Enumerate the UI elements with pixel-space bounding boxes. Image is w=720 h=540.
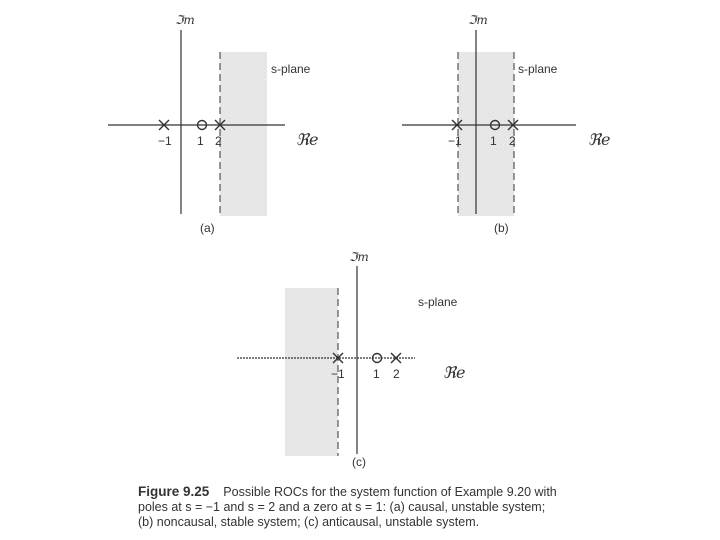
roc-region-b [458, 52, 514, 216]
s-plane-label: s-plane [418, 295, 458, 309]
panel-sublabel: (c) [352, 455, 366, 469]
s-plane-label: s-plane [271, 62, 311, 76]
tick-label-2: 2 [215, 134, 222, 148]
panel-b [402, 13, 611, 235]
panel-c [237, 250, 466, 469]
real-axis-label: ℜe [296, 130, 319, 149]
imag-axis-label: ℑm [175, 13, 195, 27]
caption-text-1: Possible ROCs for the system function of Example 9.20 with [223, 485, 557, 499]
tick-label-neg1: −1 [158, 134, 172, 148]
real-axis-label: ℜe [588, 130, 611, 149]
caption-line-2: poles at s = −1 and s = 2 and a zero at s = 1: (a) causal, unstable system; [138, 500, 546, 514]
tick-label-1: 1 [197, 134, 204, 148]
tick-label-1: 1 [373, 367, 380, 381]
real-axis-label: ℜe [443, 363, 466, 382]
figure-caption [138, 484, 618, 530]
tick-label-1: 1 [490, 134, 497, 148]
s-plane-label: s-plane [518, 62, 558, 76]
figure-number: Figure 9.25 [138, 484, 210, 499]
imag-axis-label: ℑm [349, 250, 369, 264]
caption-line-1 [138, 484, 618, 500]
caption-line-3: (b) noncausal, stable system; (c) anticausal, unstable system. [138, 515, 480, 529]
tick-label-2: 2 [509, 134, 516, 148]
tick-label-neg1: −1 [331, 367, 345, 381]
tick-label-neg1: −1 [448, 134, 462, 148]
panel-a [108, 13, 319, 235]
panel-sublabel: (b) [494, 221, 509, 235]
imag-axis-label: ℑm [468, 13, 488, 27]
tick-label-2: 2 [393, 367, 400, 381]
roc-region-a [220, 52, 267, 216]
panel-sublabel: (a) [200, 221, 215, 235]
